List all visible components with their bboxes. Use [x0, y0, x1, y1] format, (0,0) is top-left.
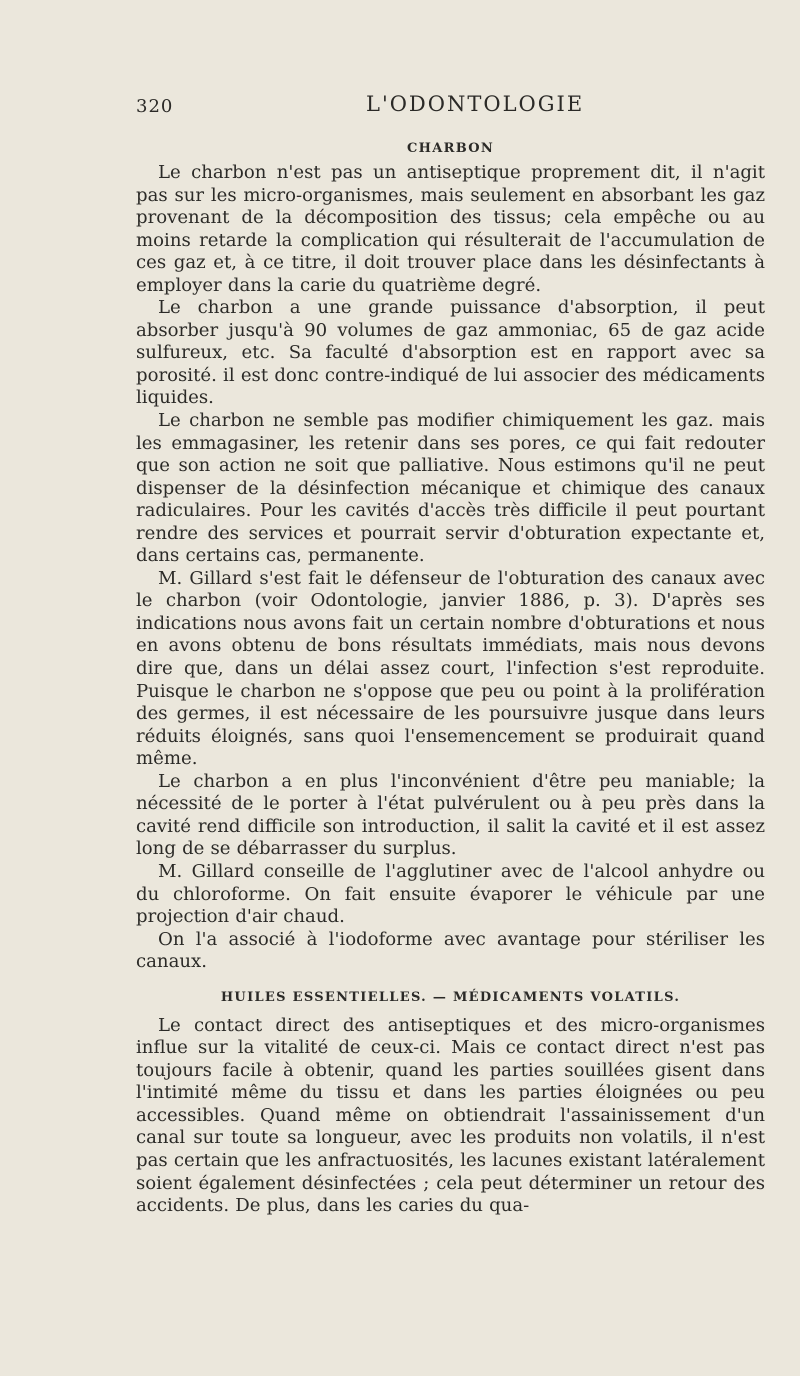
section-heading-huiles-essentielles: HUILES ESSENTIELLES. — MÉDICAMENTS VOLATILS. [220, 989, 681, 1005]
essential-oils-section [136, 989, 765, 1218]
paragraph-charbon-5: Le charbon a en plus l'inconvénient d'être peu maniable; la nécessité de le porter à l'état pulvérulent ou à peu près dans la cavité rend difficile son introduction, il salit la cavité et il est assez long de se débarrasser du surplus. [136, 770, 765, 860]
running-header [136, 92, 765, 124]
paragraph-charbon-2: Le charbon a une grande puissance d'absorption, il peut absorber jusqu'à 90 volumes de gaz ammoniac, 65 de gaz acide sulfureux, etc. Sa faculté d'absorption est en rapport avec sa porosité. il est donc contre-indiqué de lui associer des médicaments liquides. [136, 297, 765, 409]
paragraph-charbon-7: On l'a associé à l'iodoforme avec avantage pour stériliser les canaux. [136, 928, 765, 973]
paragraph-charbon-6: M. Gillard conseille de l'agglutiner avec de l'alcool anhydre ou du chloroforme. On fait ensuite évaporer le véhicule par une projection d'air chaud. [136, 860, 765, 928]
section-heading-charbon: CHARBON [406, 141, 495, 156]
paragraph-charbon-3: Le charbon ne semble pas modifier chimiquement les gaz. mais les emmagasiner, les retenir dans ses pores, ce qui fait redouter que son action ne soit que palliative. Nous estimons qu'il ne peut dispenser de la désinfection mécanique et chimique des canaux radiculaires. Pour les cavités d'accès très difficile il peut pourtant rendre des services et pourrait servir d'obturation expectante et, dans certains cas, permanente. [136, 410, 765, 567]
page-number: 320 [136, 96, 174, 117]
journal-title: L'ODONTOLOGIE [366, 92, 585, 116]
paragraph-charbon-1: Le charbon n'est pas un antiseptique proprement dit, il n'agit pas sur les micro-organismes, mais seulement en absorbant les gaz provenant de la décomposition des tissus; cela empêche ou au moins retarde la complication qui résulterait de l'accumulation de ces gaz et, à ce titre, il doit trouver place dans les désinfectants à employer dans la carie du quatrième degré. [136, 162, 765, 296]
paragraph-huiles-1: Le contact direct des antiseptiques et des micro-organismes influe sur la vitalité de ceux-ci. Mais ce contact direct n'est pas toujours facile à obtenir, quand les parties souillées gisent dans l'intimité même du tissu et dans les parties éloignées ou peu accessibles. Quand même on obtiendrait l'assainissement d'un canal sur toute sa longueur, avec les produits non volatils, il n'est pas certain que les anfractuosités, les lacunes existant latéralement soient également désinfectées ; cela peut déterminer un retour des accidents. De plus, dans les caries du qua- [136, 1014, 765, 1217]
paragraph-charbon-4: M. Gillard s'est fait le défenseur de l'obturation des canaux avec le charbon (voir Odontologie, janvier 1886, p. 3). D'après ses indications nous avons fait un certain nombre d'obturations et nous en avons obtenu de bons résultats immédiats, mais nous devons dire que, dans un délai assez court, l'infection s'est reproduite. Puisque le charbon ne s'oppose que peu ou point à la prolifération des germes, il est nécessaire de les poursuivre jusque dans leurs réduits éloignés, sans quoi l'ensemencement se produirait quand même. [136, 567, 765, 770]
charbon-section [136, 140, 765, 974]
